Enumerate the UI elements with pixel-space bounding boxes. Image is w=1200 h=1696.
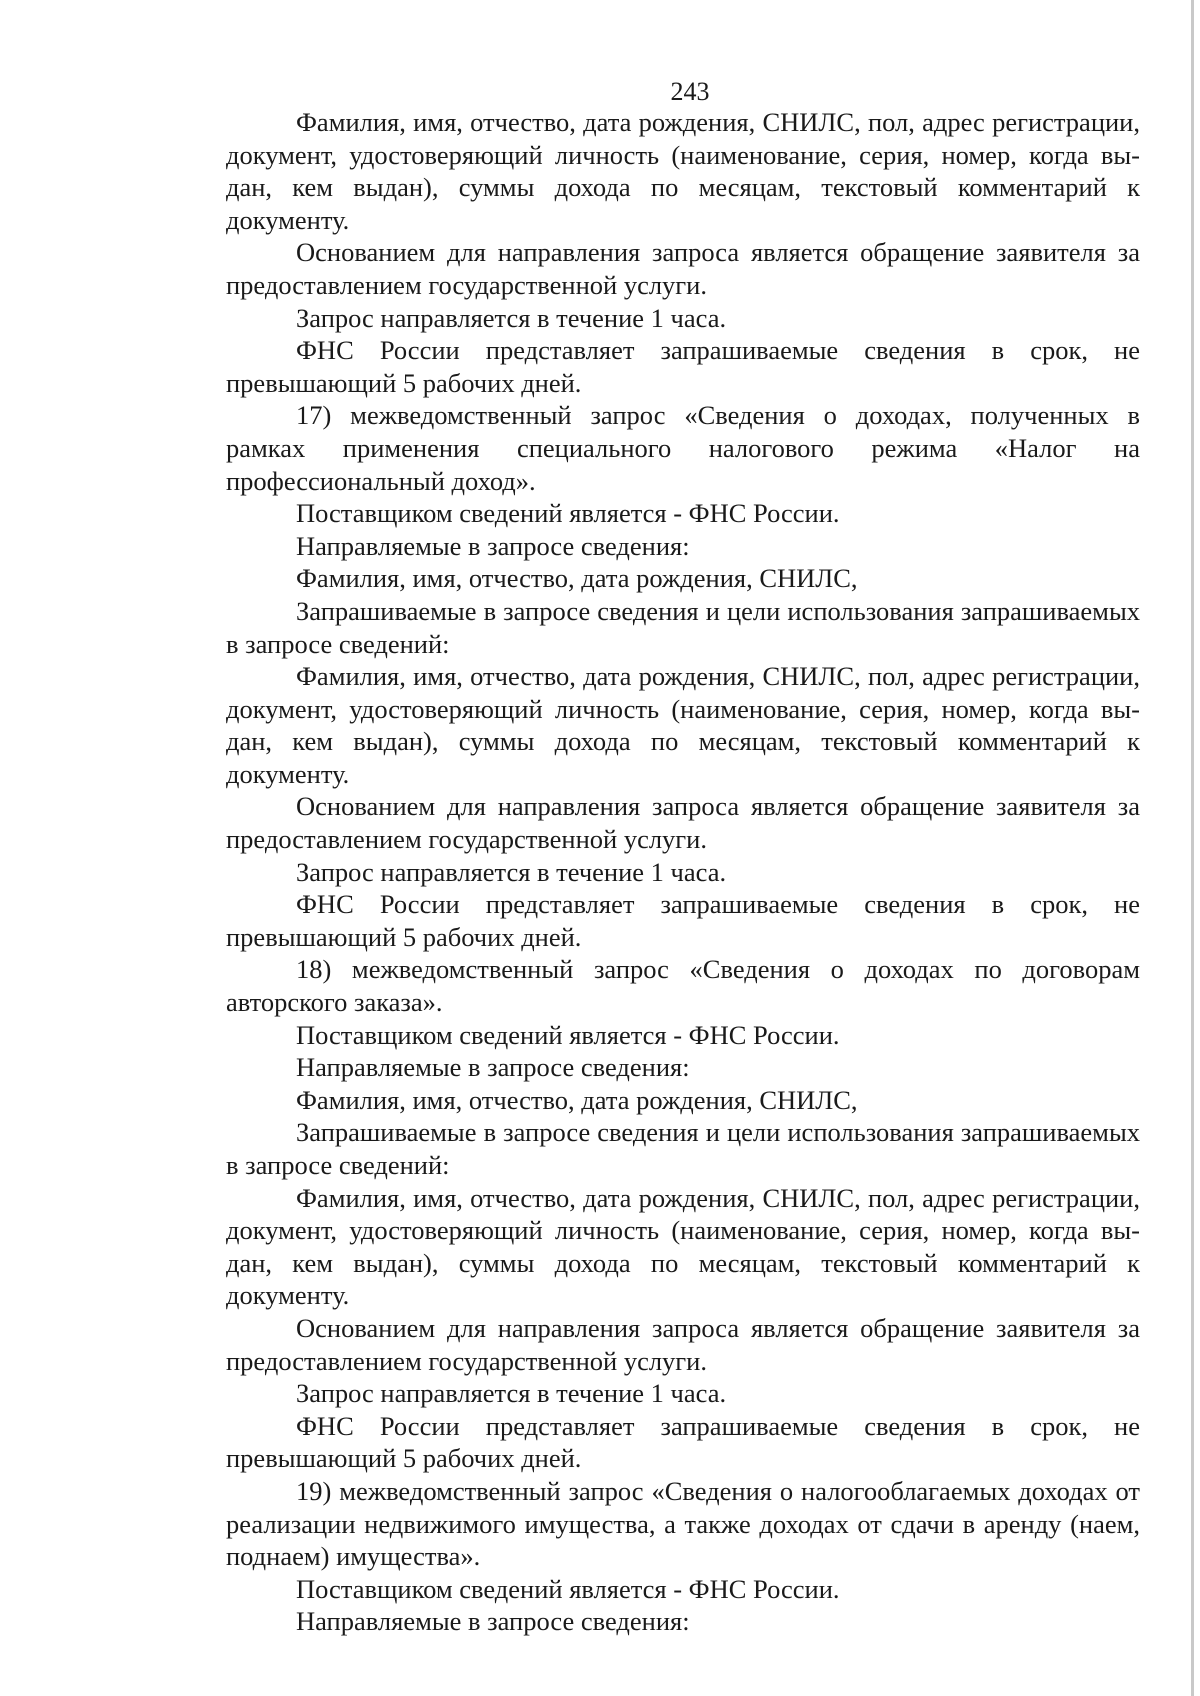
paragraph: ФНС России представляет запрашиваемые сведения в срок, не превышающий 5 рабочих дней.: [226, 1410, 1140, 1474]
paragraph: Направляемые в запросе сведения:: [296, 530, 690, 561]
paragraph: ФНС России представляет запрашиваемые сведения в срок, не превышающий 5 рабочих дней.: [226, 889, 1140, 952]
paragraph: Запрашиваемые в запросе сведения и цели использования запрашиваемых в запросе сведений:: [226, 595, 1140, 659]
paragraph: Поставщиком сведений является - ФНС России.: [296, 1019, 840, 1050]
paragraph: Основанием для направления запроса является обращение заявителя за предоставлением государственной услуги.: [226, 791, 1140, 855]
paragraph: ФНС России представляет запрашиваемые сведения в срок, не превышающий 5 рабочих дней.: [226, 335, 1140, 398]
document-body: [226, 106, 1140, 1638]
paragraph: 18) межведомственный запрос «Сведения о доходах по договорам авторского заказа».: [226, 954, 1140, 1018]
paragraph: Поставщиком сведений является - ФНС России.: [296, 1573, 840, 1604]
paragraph: Фамилия, имя, отчество, дата рождения, СНИЛС, пол, адрес регистрации, документ, удостоверяющий личность (наименование, серия, номер, когда вы-дан, кем выдан), суммы дохода по месяцам, текстовый комментарий к документу.: [226, 1182, 1140, 1311]
page-number: 243: [670, 77, 710, 106]
paragraph: 19) межведомственный запрос «Сведения о налогооблагаемых доходах от реализации недвижимого имущества, а также доходах от сдачи в аренду (наем, поднаем) имущества».: [226, 1475, 1140, 1572]
paragraph: Направляемые в запросе сведения:: [296, 1606, 690, 1637]
page-edge-line: [1191, 0, 1194, 1696]
paragraph: 17) межведомственный запрос «Сведения о доходах, полученных в рамках применения специального налогового режима «Налог на профессиональный доход».: [226, 400, 1140, 496]
paragraph: Фамилия, имя, отчество, дата рождения, СНИЛС,: [296, 563, 858, 594]
paragraph: Запрашиваемые в запросе сведения и цели использования запрашиваемых в запросе сведений:: [226, 1117, 1140, 1180]
paragraph: Основанием для направления запроса является обращение заявителя за предоставлением государственной услуги.: [226, 237, 1140, 300]
paragraph: Фамилия, имя, отчество, дата рождения, СНИЛС, пол, адрес регистрации, документ, удостоверяющий личность (наименование, серия, номер, когда вы-дан, кем выдан), суммы дохода по месяцам, текстовый комментарий к документу.: [226, 661, 1140, 789]
paragraph: Запрос направляется в течение 1 часа.: [296, 1378, 727, 1409]
paragraph: Фамилия, имя, отчество, дата рождения, СНИЛС,: [296, 1084, 858, 1115]
paragraph: Фамилия, имя, отчество, дата рождения, СНИЛС, пол, адрес регистрации, документ, удостоверяющий личность (наименование, серия, номер, когда вы-дан, кем выдан), суммы дохода по месяцам, текстовый комментарий к документу.: [226, 107, 1140, 235]
paragraph: Основанием для направления запроса является обращение заявителя за предоставлением государственной услуги.: [226, 1312, 1140, 1376]
paragraph: Запрос направляется в течение 1 часа.: [296, 302, 727, 333]
paragraph: Запрос направляется в течение 1 часа.: [296, 856, 727, 887]
paragraph: Поставщиком сведений является - ФНС России.: [296, 498, 840, 529]
paragraph: Направляемые в запросе сведения:: [296, 1052, 690, 1083]
